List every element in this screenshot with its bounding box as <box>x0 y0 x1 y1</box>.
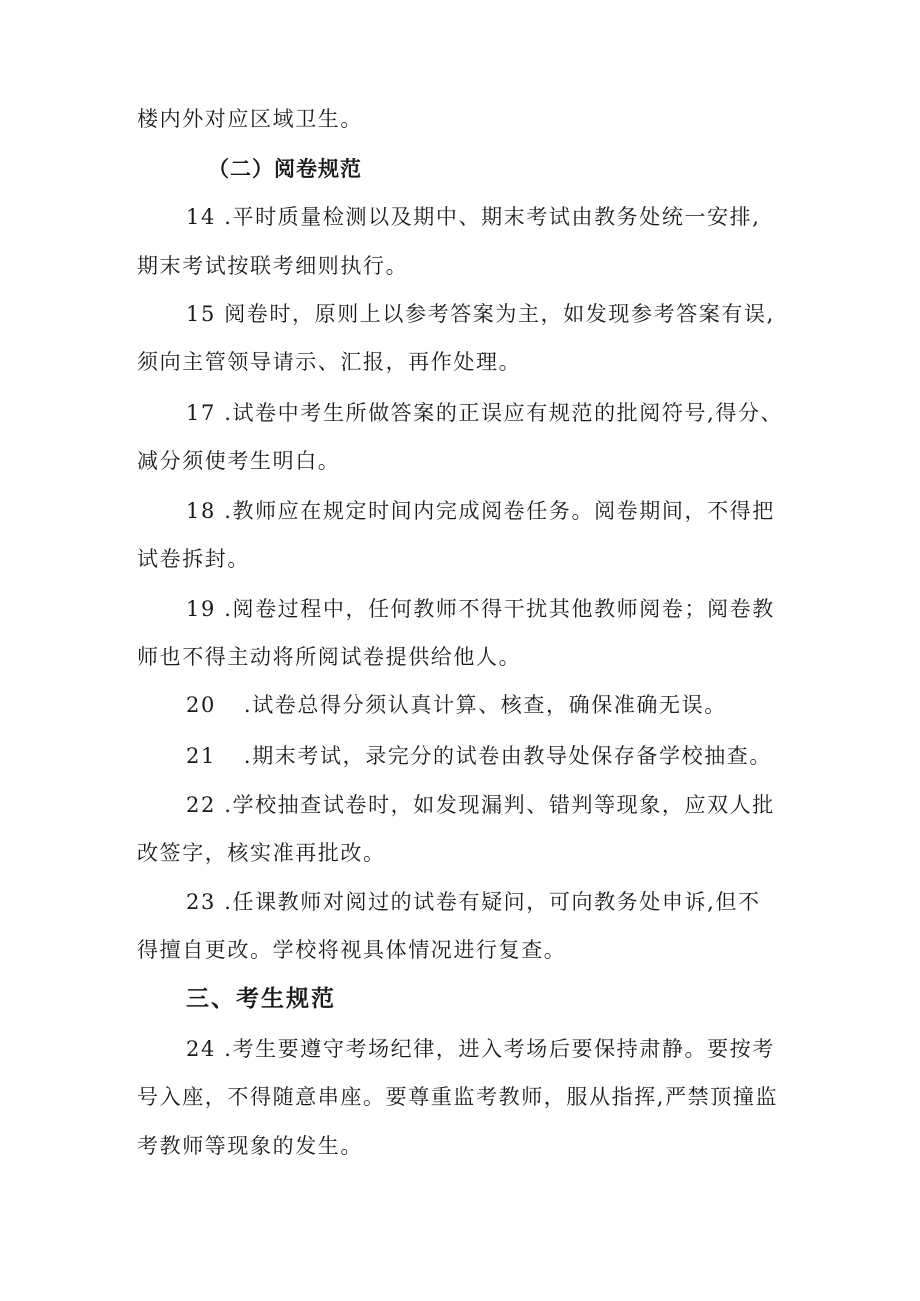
item-21-text: .期末考试，录完分的试卷由教导处保存备学校抽查。 <box>243 744 772 768</box>
item-24-line-2: 号入座，不得随意串座。要尊重监考教师，服从指挥,严禁顶撞监 <box>137 1085 779 1109</box>
item-23-line-1: 23 .任课教师对阅过的试卷有疑问，可向教务处申诉,但不 <box>186 890 761 914</box>
item-14-line-2: 期末考试按联考细则执行。 <box>137 254 409 278</box>
item-18-line-2: 试卷拆封。 <box>137 547 250 571</box>
item-22-line-2: 改签字，核实准再批改。 <box>137 841 386 865</box>
section-heading-students: 三、考生规范 <box>186 985 336 1012</box>
item-15-line-2: 须向主管领导请示、汇报，再作处理。 <box>137 350 522 374</box>
item-18-line-1: 18 .教师应在规定时间内完成阅卷任务。阅卷期间，不得把 <box>186 499 775 523</box>
item-20-text: .试卷总得分须认真计算、核查，确保准确无误。 <box>243 693 727 717</box>
section-heading-grading: （二）阅卷规范 <box>208 156 362 181</box>
item-17-line-1: 17 .试卷中考生所做答案的正误应有规范的批阅符号,得分、 <box>186 401 784 425</box>
item-23-line-2: 得擅自更改。学校将视具体情况进行复查。 <box>137 938 567 962</box>
item-21-number: 21 <box>186 744 216 768</box>
item-15-line-1: 15 阅卷时，原则上以参考答案为主，如发现参考答案有误, <box>186 302 775 326</box>
item-20-line <box>186 690 856 720</box>
item-19-line-1: 19 .阅卷过程中，任何教师不得干扰其他教师阅卷；阅卷教 <box>186 597 775 621</box>
item-21-line <box>186 741 856 771</box>
paragraph-line: 楼内外对应区域卫生。 <box>137 107 363 131</box>
item-20-number: 20 <box>186 693 216 717</box>
item-17-line-2: 减分须使考生明白。 <box>137 449 341 473</box>
item-24-line-3: 考教师等现象的发生。 <box>137 1134 363 1158</box>
item-22-line-1: 22 .学校抽查试卷时，如发现漏判、错判等现象，应双人批 <box>186 793 775 817</box>
item-24-line-1: 24 .考生要遵守考场纪律，进入考场后要保持肃静。要按考 <box>186 1037 775 1061</box>
item-14-line-1: 14 .平时质量检测以及期中、期末考试由教务处统一安排, <box>186 205 761 229</box>
item-19-line-2: 师也不得主动将所阅试卷提供给他人。 <box>137 645 522 669</box>
